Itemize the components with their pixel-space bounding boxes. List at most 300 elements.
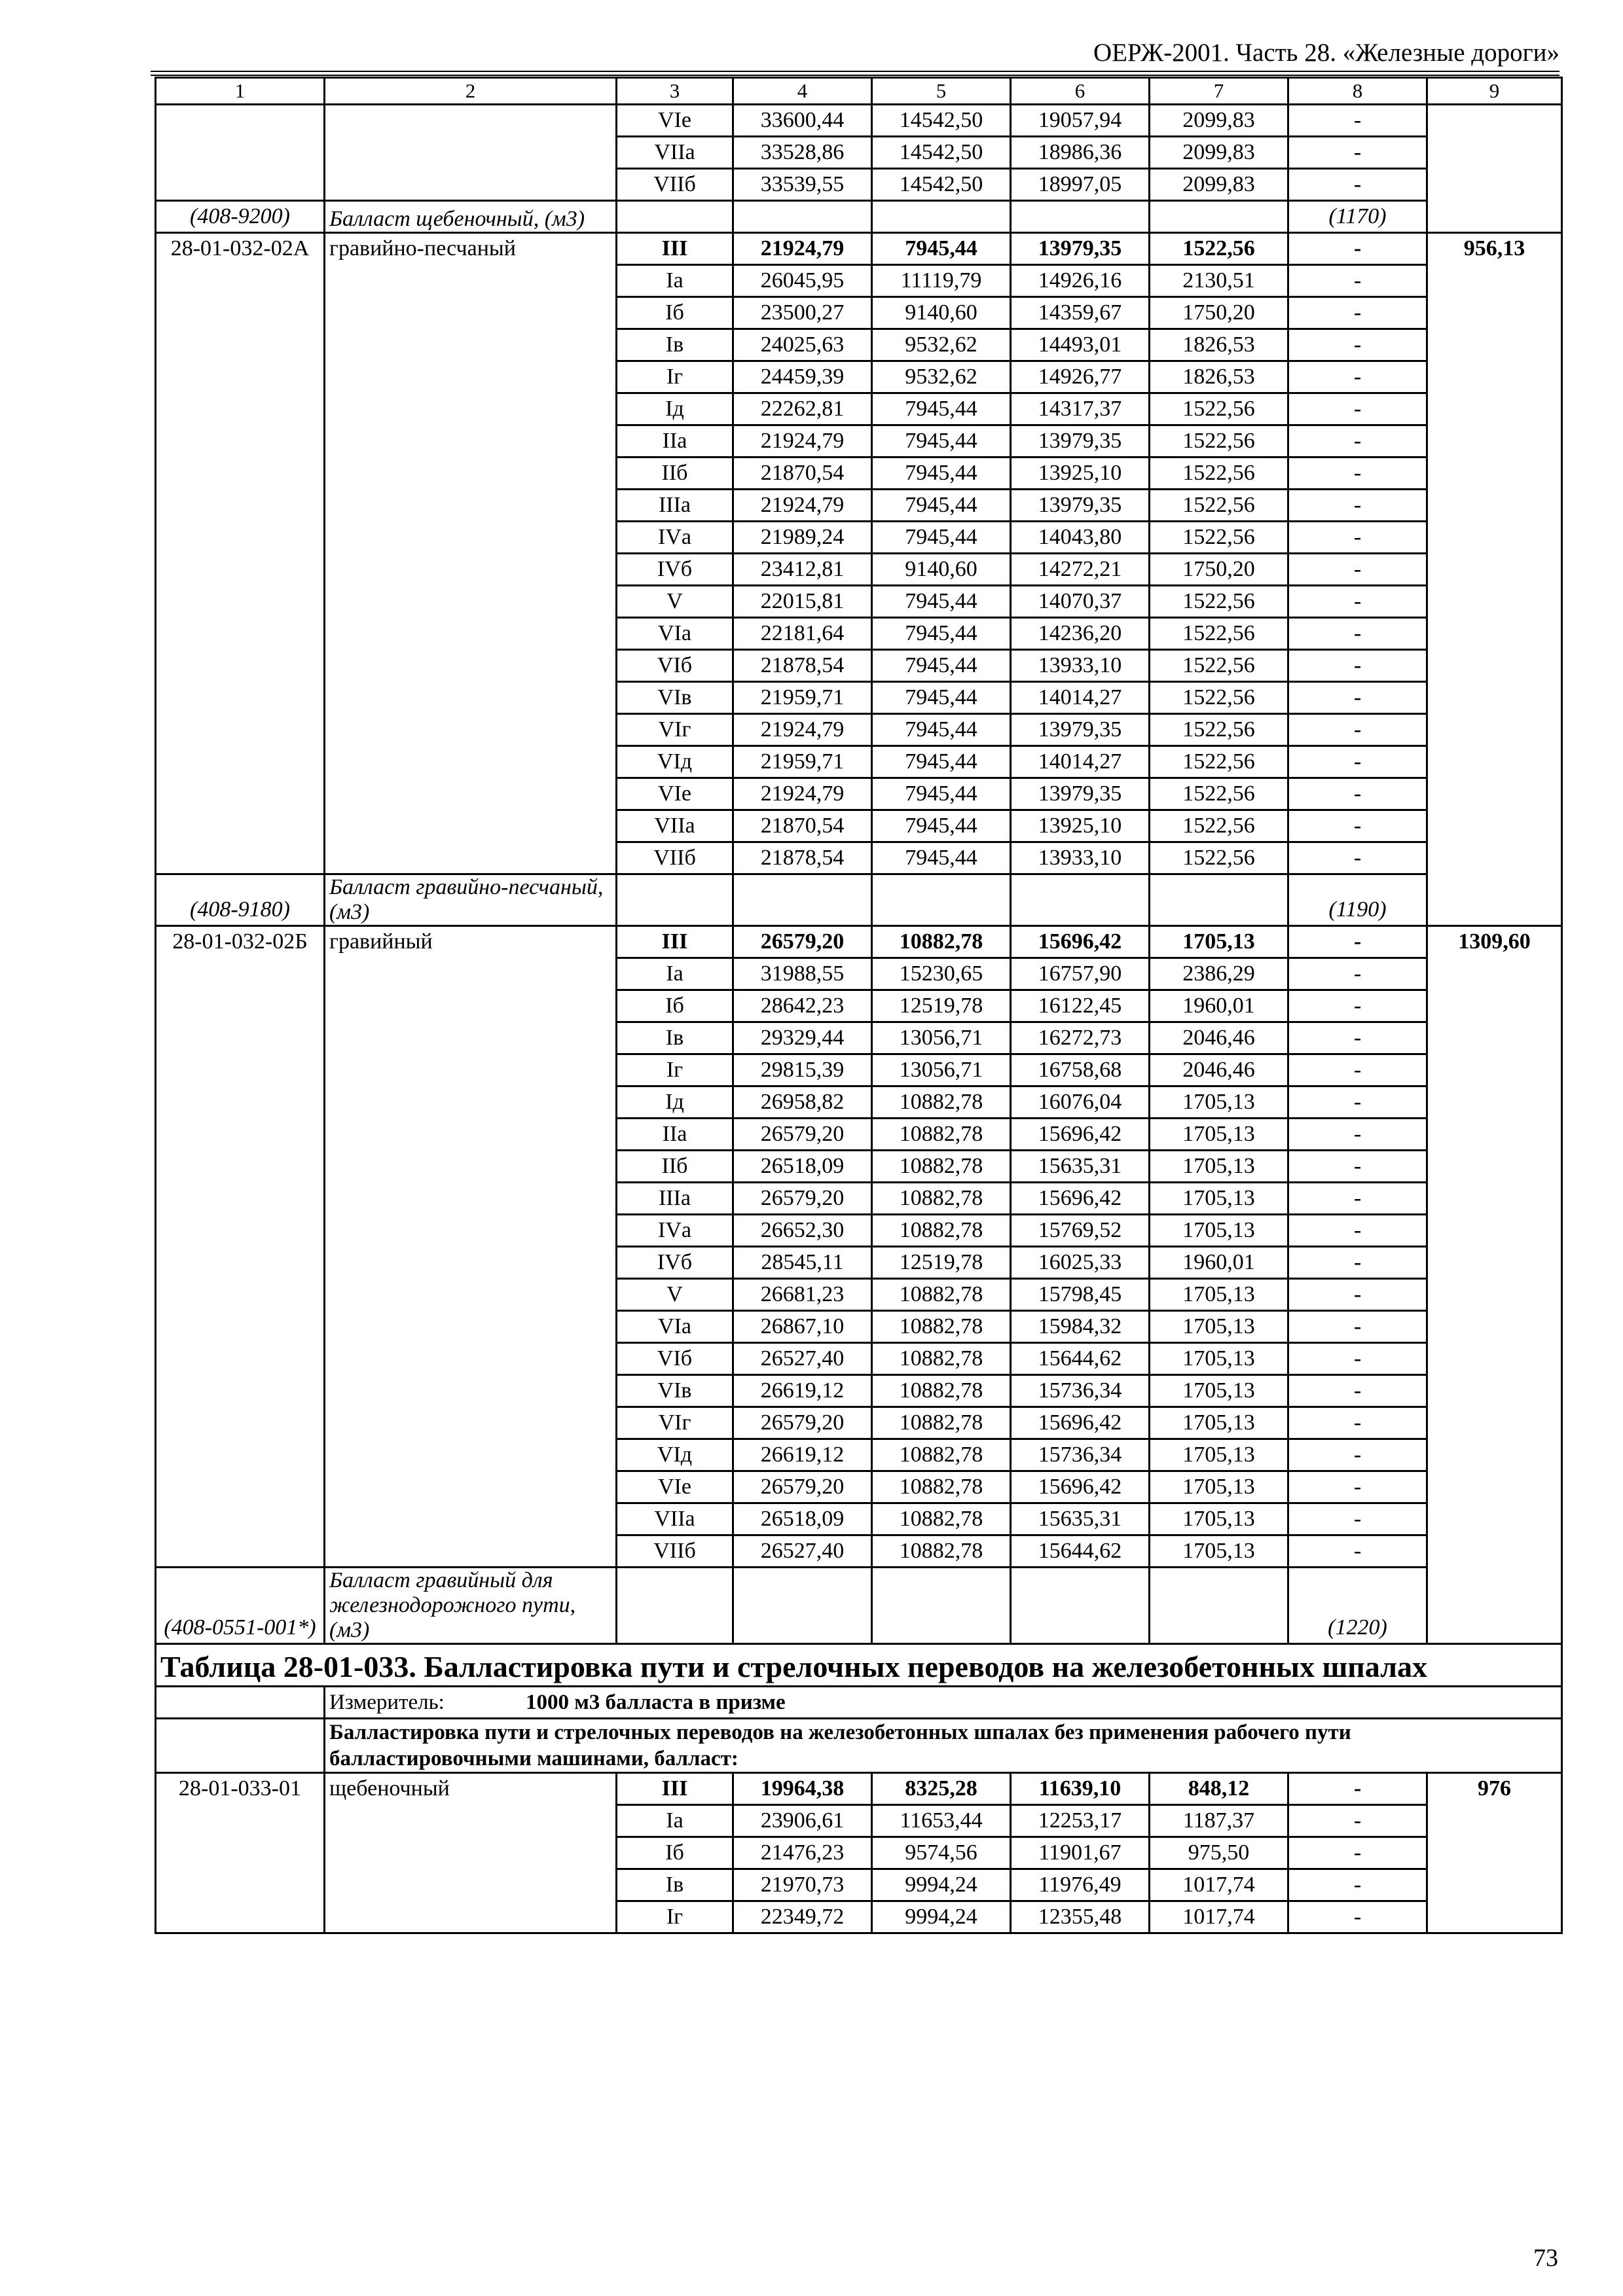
value-cell: 15696,42 [1011,1119,1150,1151]
value-cell: 14272,21 [1011,554,1150,586]
zone-cell: IVа [617,522,733,554]
zone-cell: VIг [617,714,733,746]
value-cell: 15798,45 [1011,1279,1150,1311]
value-cell: 14542,50 [872,137,1011,169]
value-cell: 2099,83 [1150,137,1288,169]
value-cell: 975,50 [1150,1837,1288,1869]
value-cell: - [1288,1086,1427,1119]
value-cell: 26579,20 [733,1407,872,1439]
value-cell: 21924,79 [733,490,872,522]
value-cell: - [1288,1837,1427,1869]
value-cell: 33539,55 [733,169,872,201]
zone-cell: IVа [617,1215,733,1247]
value-cell: 14236,20 [1011,618,1150,650]
zone-cell: VIIб [617,1535,733,1568]
value-cell: 12519,78 [872,990,1011,1022]
empty-cell [1011,1568,1150,1644]
total-cell [1427,105,1562,233]
value-cell: 1522,56 [1150,425,1288,457]
value-cell: 21924,79 [733,714,872,746]
value-cell: 21959,71 [733,682,872,714]
value-cell: - [1288,1439,1427,1471]
value-cell: - [1288,586,1427,618]
value-cell: 10882,78 [872,1151,1011,1183]
value-cell: - [1288,233,1427,265]
value-cell: - [1288,714,1427,746]
column-number: 6 [1011,78,1150,105]
price-table [155,77,1563,1934]
value-cell: 1522,56 [1150,490,1288,522]
code-cell: 28-01-032-02А [156,233,325,874]
value-cell: 14014,27 [1011,746,1150,778]
value-cell: - [1288,778,1427,810]
zone-cell: VIа [617,618,733,650]
value-cell: 23500,27 [733,297,872,329]
value-cell: 16122,45 [1011,990,1150,1022]
value-cell: 26579,20 [733,1119,872,1151]
value-cell: 12253,17 [1011,1805,1150,1837]
empty-cell [156,1719,325,1773]
value-cell: - [1288,842,1427,874]
column-number-row [156,78,1562,105]
value-cell: 9532,62 [872,329,1011,361]
value-cell: 1705,13 [1150,1183,1288,1215]
value-cell: 1705,13 [1150,1151,1288,1183]
zone-cell: VIг [617,1407,733,1439]
value-cell: 15230,65 [872,958,1011,990]
header-rule [151,75,1559,76]
value-cell: - [1288,1054,1427,1086]
value-cell: 1017,74 [1150,1901,1288,1933]
value-cell: 13979,35 [1011,233,1150,265]
value-cell: - [1288,650,1427,682]
value-cell: 8325,28 [872,1773,1011,1805]
value-cell: 21924,79 [733,233,872,265]
value-cell: 33600,44 [733,105,872,137]
value-cell: 26527,40 [733,1535,872,1568]
value-cell: - [1288,490,1427,522]
zone-cell: Iв [617,1022,733,1054]
value-cell: 26579,20 [733,926,872,958]
code-cell: 28-01-033-01 [156,1773,325,1933]
value-cell: 14014,27 [1011,682,1150,714]
value-cell: 24025,63 [733,329,872,361]
value-cell: 13925,10 [1011,810,1150,842]
value-cell: 10882,78 [872,1311,1011,1343]
value-cell: 11653,44 [872,1805,1011,1837]
zone-cell: Iа [617,265,733,297]
value-cell: 22015,81 [733,586,872,618]
table-row [156,105,1562,137]
value-cell: 19964,38 [733,1773,872,1805]
value-cell: 1522,56 [1150,618,1288,650]
value-cell: 21970,73 [733,1869,872,1901]
value-cell: 15696,42 [1011,926,1150,958]
empty-cell [1011,874,1150,926]
value-cell: 12355,48 [1011,1901,1150,1933]
value-cell: 1705,13 [1150,1343,1288,1375]
resource-code: (408-9180) [156,874,325,926]
code-cell [156,105,325,201]
value-cell: 21870,54 [733,810,872,842]
value-cell: 10882,78 [872,1535,1011,1568]
value-cell: 9574,56 [872,1837,1011,1869]
empty-cell [733,201,872,233]
zone-cell: VIб [617,1343,733,1375]
column-number: 3 [617,78,733,105]
value-cell: - [1288,1247,1427,1279]
value-cell: - [1288,137,1427,169]
value-cell: 21878,54 [733,650,872,682]
value-cell: 1705,13 [1150,1279,1288,1311]
value-cell: - [1288,1343,1427,1375]
value-cell: 23412,81 [733,554,872,586]
value-cell: 21959,71 [733,746,872,778]
value-cell: 2099,83 [1150,105,1288,137]
zone-cell: V [617,586,733,618]
value-cell: 13933,10 [1011,842,1150,874]
measure-row [156,1687,1562,1719]
value-cell: 9994,24 [872,1869,1011,1901]
table-row [156,233,1562,265]
value-cell: - [1288,361,1427,393]
value-cell: - [1288,522,1427,554]
value-cell: 7945,44 [872,714,1011,746]
value-cell: 16758,68 [1011,1054,1150,1086]
empty-cell [1150,1568,1288,1644]
zone-cell: Iа [617,1805,733,1837]
value-cell: - [1288,926,1427,958]
value-cell: 22349,72 [733,1901,872,1933]
value-cell: - [1288,329,1427,361]
value-cell: 26579,20 [733,1183,872,1215]
value-cell: 2099,83 [1150,169,1288,201]
value-cell: 7945,44 [872,810,1011,842]
value-cell: 16272,73 [1011,1022,1150,1054]
empty-cell [156,1687,325,1719]
value-cell: 1522,56 [1150,457,1288,490]
zone-cell: IIб [617,1151,733,1183]
total-cell: 956,13 [1427,233,1562,926]
value-cell: 2130,51 [1150,265,1288,297]
value-cell: 14542,50 [872,169,1011,201]
value-cell: - [1288,425,1427,457]
empty-cell [872,1568,1011,1644]
value-cell: 15696,42 [1011,1183,1150,1215]
value-cell: 14359,67 [1011,297,1150,329]
value-cell: 10882,78 [872,1439,1011,1471]
value-cell: 10882,78 [872,1343,1011,1375]
value-cell: - [1288,1183,1427,1215]
value-cell: 21878,54 [733,842,872,874]
value-cell: - [1288,1805,1427,1837]
resource-name: Балласт щебеночный, (м3) [325,201,617,233]
section-title: Балластировка пути и стрелочных переводов на железобетонных шпалах без применения рабочего пути балластировочными машинами, балласт: [325,1719,1562,1773]
zone-cell: VIIа [617,1503,733,1535]
value-cell: - [1288,554,1427,586]
value-cell: 14043,80 [1011,522,1150,554]
page-header [151,38,1559,71]
value-cell: 21924,79 [733,425,872,457]
value-cell: 1017,74 [1150,1869,1288,1901]
value-cell: - [1288,1535,1427,1568]
value-cell: 14317,37 [1011,393,1150,425]
value-cell: 2046,46 [1150,1022,1288,1054]
zone-cell: Iг [617,1054,733,1086]
empty-cell [733,1568,872,1644]
value-cell: 7945,44 [872,425,1011,457]
value-cell: 13925,10 [1011,457,1150,490]
zone-cell: Iа [617,958,733,990]
value-cell: - [1288,1311,1427,1343]
value-cell: - [1288,1279,1427,1311]
value-cell: 1960,01 [1150,1247,1288,1279]
value-cell: 18997,05 [1011,169,1150,201]
value-cell: 15736,34 [1011,1439,1150,1471]
column-number: 5 [872,78,1011,105]
value-cell: 1522,56 [1150,522,1288,554]
zone-cell: VIIа [617,810,733,842]
zone-cell: VIд [617,746,733,778]
code-cell: 28-01-032-02Б [156,926,325,1568]
value-cell: 9140,60 [872,297,1011,329]
value-cell: 1750,20 [1150,297,1288,329]
value-cell: 1705,13 [1150,1407,1288,1439]
value-cell: 29329,44 [733,1022,872,1054]
value-cell: 1522,56 [1150,714,1288,746]
zone-cell: IIIа [617,1183,733,1215]
value-cell: - [1288,105,1427,137]
empty-cell [1011,201,1150,233]
value-cell: 21989,24 [733,522,872,554]
value-cell: 26518,09 [733,1151,872,1183]
name-cell: щебеночный [325,1773,617,1933]
measure-label: Измеритель: [329,1691,445,1714]
value-cell: 33528,86 [733,137,872,169]
value-cell: 9532,62 [872,361,1011,393]
value-cell: 2386,29 [1150,958,1288,990]
zone-cell: IIа [617,1119,733,1151]
value-cell: 15644,62 [1011,1343,1150,1375]
value-cell: 10882,78 [872,1086,1011,1119]
value-cell: 26518,09 [733,1503,872,1535]
value-cell: 1705,13 [1150,1119,1288,1151]
value-cell: 13979,35 [1011,778,1150,810]
zone-cell: III [617,233,733,265]
value-cell: 10882,78 [872,1183,1011,1215]
value-cell: 1522,56 [1150,233,1288,265]
value-cell: 10882,78 [872,1375,1011,1407]
total-cell: 1309,60 [1427,926,1562,1644]
value-cell: - [1288,393,1427,425]
value-cell: 7945,44 [872,490,1011,522]
value-cell: 7945,44 [872,682,1011,714]
value-cell: 14070,37 [1011,586,1150,618]
zone-cell: VIв [617,1375,733,1407]
value-cell: 1705,13 [1150,1086,1288,1119]
value-cell: 1705,13 [1150,926,1288,958]
zone-cell: Iв [617,1869,733,1901]
empty-cell [733,874,872,926]
value-cell: 26681,23 [733,1279,872,1311]
value-cell: 22262,81 [733,393,872,425]
empty-cell [872,201,1011,233]
value-cell: 26619,12 [733,1375,872,1407]
zone-cell: VIе [617,1471,733,1503]
value-cell: - [1288,1773,1427,1805]
value-cell: 7945,44 [872,393,1011,425]
value-cell: 15696,42 [1011,1407,1150,1439]
value-cell: 1960,01 [1150,990,1288,1022]
value-cell: 28642,23 [733,990,872,1022]
value-cell: 7945,44 [872,778,1011,810]
value-cell: 7945,44 [872,522,1011,554]
value-cell: 10882,78 [872,1407,1011,1439]
value-cell: 1826,53 [1150,361,1288,393]
resource-amount: (1220) [1288,1568,1427,1644]
value-cell: 9140,60 [872,554,1011,586]
value-cell: 11639,10 [1011,1773,1150,1805]
resource-row [156,201,1562,233]
value-cell: 15696,42 [1011,1471,1150,1503]
value-cell: - [1288,746,1427,778]
value-cell: - [1288,1119,1427,1151]
value-cell: - [1288,618,1427,650]
page-number: 73 [1533,2244,1558,2272]
value-cell: 1705,13 [1150,1375,1288,1407]
resource-row [156,874,1562,926]
value-cell: 21870,54 [733,457,872,490]
name-cell [325,105,617,201]
value-cell: 15984,32 [1011,1311,1150,1343]
zone-cell: Iд [617,1086,733,1119]
value-cell: 26958,82 [733,1086,872,1119]
zone-cell: VIб [617,650,733,682]
resource-name: Балласт гравийный для железнодорожного пути, (м3) [325,1568,617,1644]
value-cell: 14493,01 [1011,329,1150,361]
value-cell: 9994,24 [872,1901,1011,1933]
table-title: Таблица 28-01-033. Балластировка пути и стрелочных переводов на железобетонных шпалах [156,1644,1562,1687]
zone-cell: Iг [617,361,733,393]
value-cell: 28545,11 [733,1247,872,1279]
value-cell: 1522,56 [1150,842,1288,874]
value-cell: 1522,56 [1150,810,1288,842]
name-cell: гравийный [325,926,617,1568]
value-cell: 13979,35 [1011,425,1150,457]
value-cell: 1522,56 [1150,682,1288,714]
value-cell: 16025,33 [1011,1247,1150,1279]
value-cell: 1705,13 [1150,1439,1288,1471]
zone-cell: IIIа [617,490,733,522]
section-row [156,1719,1562,1773]
zone-cell: Iг [617,1901,733,1933]
value-cell: 29815,39 [733,1054,872,1086]
resource-name: Балласт гравийно-песчаный, (м3) [325,874,617,926]
value-cell: 1705,13 [1150,1215,1288,1247]
value-cell: - [1288,1869,1427,1901]
value-cell: - [1288,1503,1427,1535]
value-cell: 7945,44 [872,842,1011,874]
value-cell: 19057,94 [1011,105,1150,137]
value-cell: - [1288,1215,1427,1247]
zone-cell: III [617,1773,733,1805]
value-cell: 13056,71 [872,1054,1011,1086]
value-cell: 7945,44 [872,586,1011,618]
value-cell: 15635,31 [1011,1503,1150,1535]
value-cell: 7945,44 [872,618,1011,650]
value-cell: 1705,13 [1150,1503,1288,1535]
value-cell: - [1288,958,1427,990]
value-cell: - [1288,682,1427,714]
column-number: 7 [1150,78,1288,105]
value-cell: 14926,16 [1011,265,1150,297]
zone-cell: IVб [617,554,733,586]
value-cell: 13979,35 [1011,714,1150,746]
value-cell: 14926,77 [1011,361,1150,393]
column-number: 8 [1288,78,1427,105]
value-cell: - [1288,297,1427,329]
column-number: 4 [733,78,872,105]
value-cell: 21476,23 [733,1837,872,1869]
value-cell: 26619,12 [733,1439,872,1471]
value-cell: 15644,62 [1011,1535,1150,1568]
empty-cell [617,874,733,926]
empty-cell [617,201,733,233]
value-cell: - [1288,265,1427,297]
table-title-row [156,1644,1562,1687]
value-cell: - [1288,1471,1427,1503]
value-cell: 1750,20 [1150,554,1288,586]
total-cell: 976 [1427,1773,1562,1933]
column-number: 1 [156,78,325,105]
zone-cell: Iд [617,393,733,425]
zone-cell: VIIб [617,842,733,874]
value-cell: 7945,44 [872,650,1011,682]
value-cell: 26045,95 [733,265,872,297]
value-cell: 23906,61 [733,1805,872,1837]
resource-amount: (1190) [1288,874,1427,926]
zone-cell: Iв [617,329,733,361]
value-cell: 18986,36 [1011,137,1150,169]
value-cell: - [1288,1901,1427,1933]
zone-cell: IVб [617,1247,733,1279]
measure-value: 1000 м3 балласта в призме [526,1691,786,1714]
value-cell: 26652,30 [733,1215,872,1247]
name-cell: гравийно-песчаный [325,233,617,874]
value-cell: 26527,40 [733,1343,872,1375]
table-row [156,926,1562,958]
zone-cell: VIд [617,1439,733,1471]
value-cell: 1522,56 [1150,778,1288,810]
value-cell: 10882,78 [872,1503,1011,1535]
value-cell: 1705,13 [1150,1471,1288,1503]
value-cell: - [1288,1022,1427,1054]
zone-cell: VIIб [617,169,733,201]
value-cell: 1705,13 [1150,1535,1288,1568]
measure-cell [325,1687,1562,1719]
value-cell: 11901,67 [1011,1837,1150,1869]
value-cell: 2046,46 [1150,1054,1288,1086]
value-cell: 13979,35 [1011,490,1150,522]
value-cell: 13056,71 [872,1022,1011,1054]
zone-cell: VIе [617,105,733,137]
column-number: 9 [1427,78,1562,105]
value-cell: 10882,78 [872,926,1011,958]
zone-cell: VIIа [617,137,733,169]
header-rule [151,71,1559,72]
value-cell: - [1288,1151,1427,1183]
value-cell: 15769,52 [1011,1215,1150,1247]
